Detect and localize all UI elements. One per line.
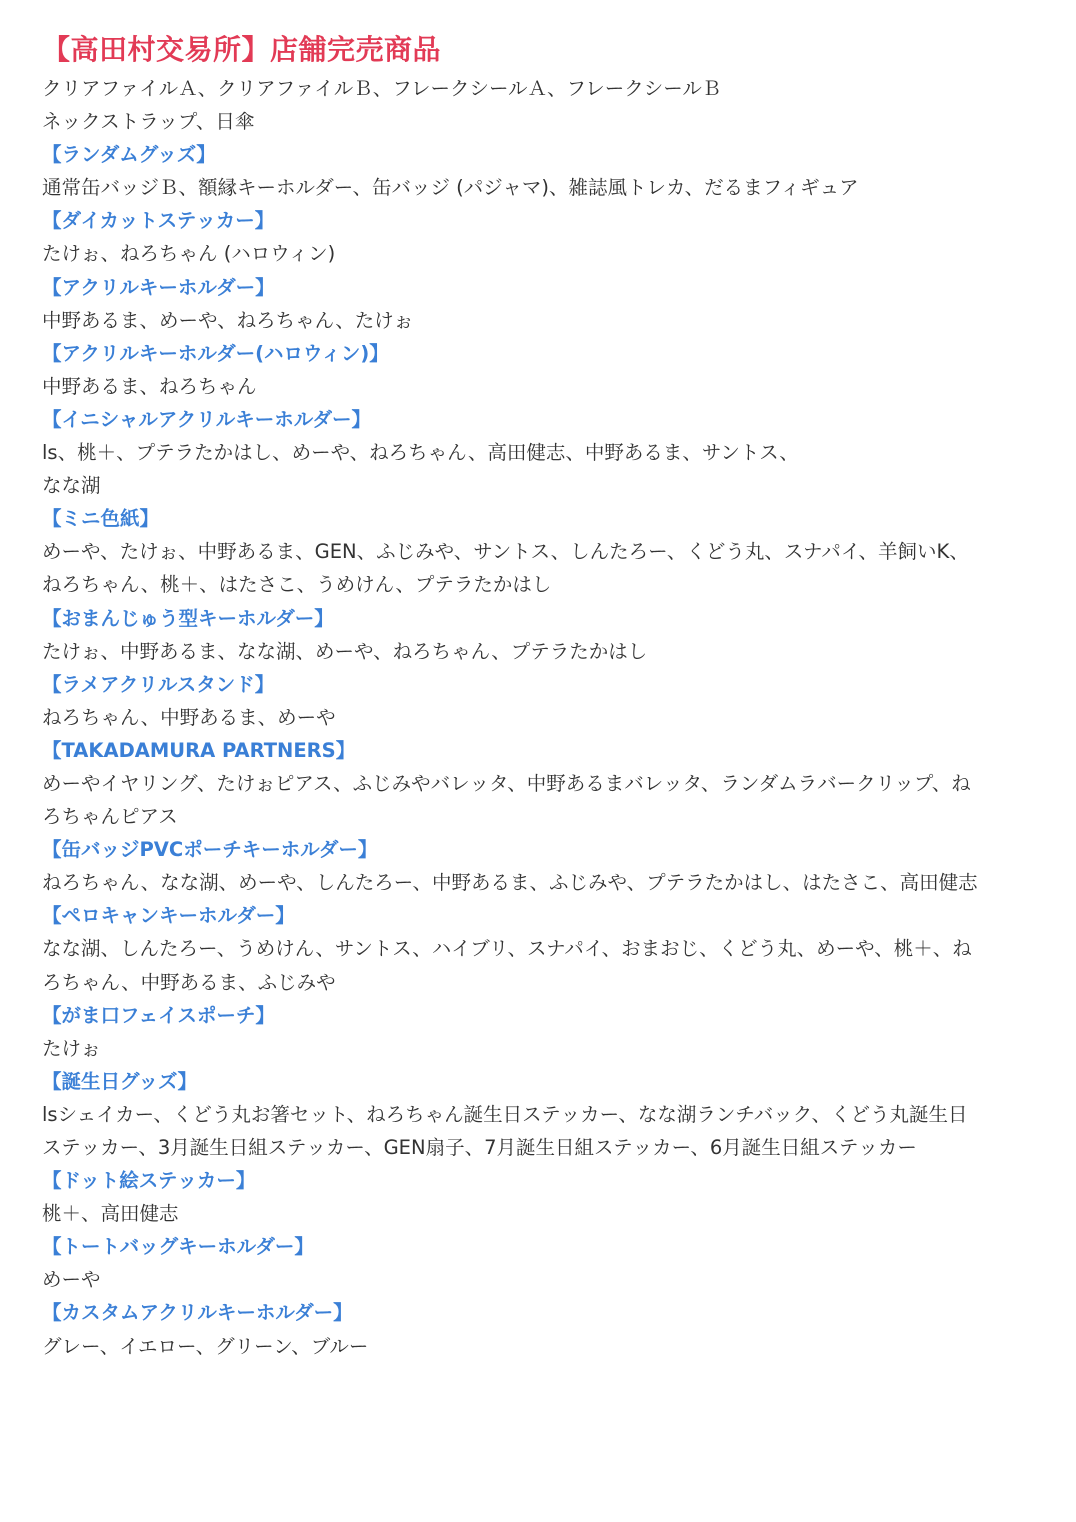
sections-list bbox=[42, 138, 1042, 1362]
section-item-line: lsシェイカー、くどう丸お箸セット、ねろちゃん誕生日ステッカー、なな湖ランチバック、くどう丸誕生日 bbox=[42, 1102, 968, 1126]
section-item-line: ねろちゃん、中野あるま、めーや bbox=[42, 705, 336, 729]
section-item-line: 中野あるま、めーや、ねろちゃん、たけぉ bbox=[42, 308, 414, 332]
section-heading: 【イニシャルアクリルキーホルダー】 bbox=[42, 407, 371, 431]
section-item-line: ねろちゃん、桃＋、はたさこ、うめけん、プテラたかはし bbox=[42, 573, 552, 597]
section-heading: 【ラメアクリルスタンド】 bbox=[42, 672, 275, 696]
section-heading: 【TAKADAMURA PARTNERS】 bbox=[42, 738, 356, 762]
intro-line: ネックストラップ、日傘 bbox=[42, 110, 255, 134]
section-heading: 【缶バッジPVCポーチキーホルダー】 bbox=[42, 838, 378, 862]
section-heading: 【カスタムアクリルキーホルダー】 bbox=[42, 1301, 353, 1325]
document-page bbox=[42, 30, 1042, 1363]
section-item-line: なな湖、しんたろー、うめけん、サントス、ハイブリ、スナパイ、おまおじ、くどう丸、めーや、桃＋、ね bbox=[42, 937, 972, 961]
section-heading: 【トートバッグキーホルダー】 bbox=[42, 1235, 314, 1259]
section-item-line: グレー、イエロー、グリーン、ブルー bbox=[42, 1334, 369, 1358]
section-item-line: 中野あるま、ねろちゃん bbox=[42, 374, 257, 398]
section-item-line: 通常缶バッジＢ、額縁キーホルダー、缶バッジ (パジャマ)、雑誌風トレカ、だるまフィギュア bbox=[42, 176, 859, 200]
section-item-line: ステッカー、3月誕生日組ステッカー、GEN扇子、7月誕生日組ステッカー、6月誕生日組ステッカー bbox=[42, 1136, 917, 1159]
section-item-line: 桃＋、高田健志 bbox=[42, 1202, 179, 1226]
section-item-line: めーや、たけぉ、中野あるま、GEN、ふじみや、サントス、しんたろー、くどう丸、スナパイ、羊飼いK、 bbox=[42, 540, 969, 564]
section-heading: 【ダイカットステッカー】 bbox=[42, 209, 275, 233]
section-heading: 【ペロキャンキーホルダー】 bbox=[42, 904, 295, 928]
section-heading: 【ドット絵ステッカー】 bbox=[42, 1169, 256, 1193]
section-item-line: なな湖 bbox=[42, 474, 101, 498]
section-heading: 【アクリルキーホルダー】 bbox=[42, 275, 275, 299]
section-item-line: ls、桃＋、プテラたかはし、めーや、ねろちゃん、高田健志、中野あるま、サントス、 bbox=[42, 441, 799, 465]
section-item-line: ろちゃんピアス bbox=[42, 805, 178, 829]
section-item-line: たけぉ、ねろちゃん (ハロウィン) bbox=[42, 242, 336, 266]
section-item-line: ねろちゃん、なな湖、めーや、しんたろー、中野あるま、ふじみや、プテラたかはし、はたさこ、高田健志 bbox=[42, 871, 978, 895]
section-heading: 【アクリルキーホルダー(ハロウィン)】 bbox=[42, 341, 389, 365]
section-heading: 【がま口フェイスポーチ】 bbox=[42, 1003, 275, 1027]
section-heading: 【おまんじゅう型キーホルダー】 bbox=[42, 606, 334, 630]
section-item-line: たけぉ、中野あるま、なな湖、めーや、ねろちゃん、プテラたかはし bbox=[42, 639, 648, 663]
section-heading: 【誕生日グッズ】 bbox=[42, 1069, 198, 1093]
section-item-line: ろちゃん、中野あるま、ふじみや bbox=[42, 970, 336, 994]
intro-line: クリアファイルＡ、クリアファイルＢ、フレークシールＡ、フレークシールＢ bbox=[42, 77, 722, 100]
section-item-line: めーやイヤリング、たけぉピアス、ふじみやバレッタ、中野あるまバレッタ、ランダムラバークリップ、ね bbox=[42, 771, 971, 795]
page-title: 【高田村交易所】店舗完売商品 bbox=[42, 33, 442, 66]
section-item-line: たけぉ bbox=[42, 1036, 101, 1060]
intro-block bbox=[42, 72, 1042, 138]
section-heading: 【ランダムグッズ】 bbox=[42, 143, 216, 167]
section-item-line: めーや bbox=[42, 1268, 101, 1292]
section-heading: 【ミニ色紙】 bbox=[42, 507, 160, 531]
